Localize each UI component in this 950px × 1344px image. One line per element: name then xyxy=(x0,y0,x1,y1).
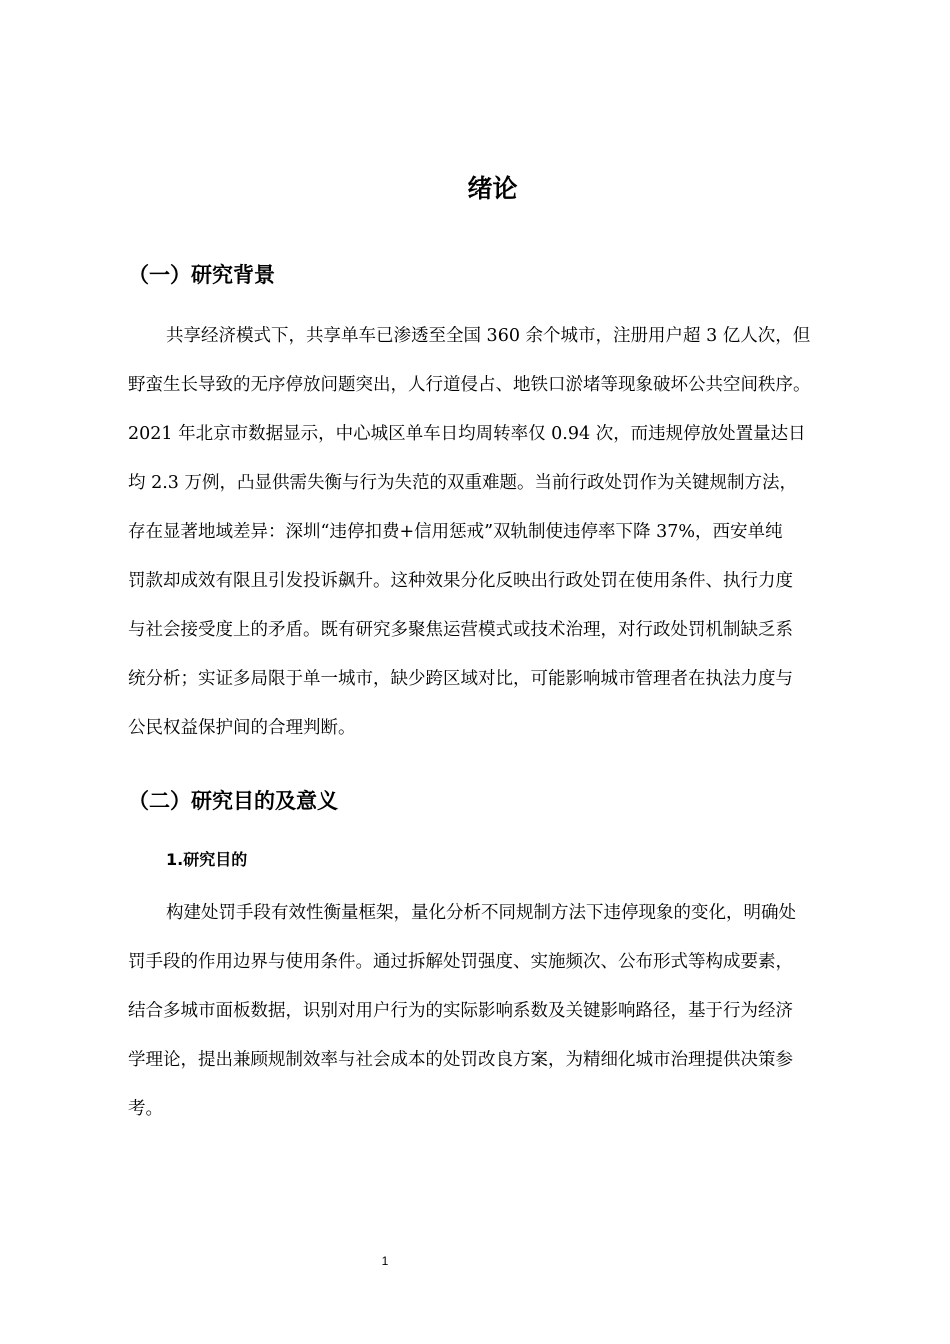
section-heading-purpose-significance: （二）研究目的及意义 xyxy=(128,789,338,813)
paragraph-line: 罚款却成效有限且引发投诉飙升。这种效果分化反映出行政处罚在使用条件、执行力度 xyxy=(128,571,793,591)
subsection-heading-purpose: 1.研究目的 xyxy=(166,850,248,869)
paragraph-line: 存在显著地域差异：深圳“违停扣费+信用惩戒”双轨制使违停率下降 37%，西安单纯 xyxy=(128,522,783,542)
paragraph-line: 统分析；实证多局限于单一城市，缺少跨区域对比，可能影响城市管理者在执法力度与 xyxy=(128,669,793,689)
chapter-title: 绪论 xyxy=(467,174,518,203)
paragraph-line: 学理论，提出兼顾规制效率与社会成本的处罚改良方案，为精细化城市治理提供决策参 xyxy=(128,1050,793,1070)
paragraph-line: 结合多城市面板数据，识别对用户行为的实际影响系数及关键影响路径，基于行为经济 xyxy=(128,1001,793,1021)
paragraph-line: 构建处罚手段有效性衡量框架，量化分析不同规制方法下违停现象的变化，明确处 xyxy=(166,903,796,923)
paragraph-line: 罚手段的作用边界与使用条件。通过拆解处罚强度、实施频次、公布形式等构成要素， xyxy=(128,952,793,972)
paragraph-line: 考。 xyxy=(128,1099,163,1119)
section-heading-background: （一）研究背景 xyxy=(128,263,275,287)
paragraph-line: 公民权益保护间的合理判断。 xyxy=(128,718,356,738)
page-number: 1 xyxy=(381,1254,389,1268)
paragraph-line: 均 2.3 万例，凸显供需失衡与行为失范的双重难题。当前行政处罚作为关键规制方法， xyxy=(128,473,797,493)
paragraph-line: 野蛮生长导致的无序停放问题突出，人行道侵占、地铁口淤堵等现象破坏公共空间秩序。 xyxy=(128,375,811,395)
paragraph-line: 共享经济模式下，共享单车已渗透至全国 360 余个城市，注册用户超 3 亿人次，但 xyxy=(166,326,811,346)
paragraph-line: 2021 年北京市数据显示，中心城区单车日均周转率仅 0.94 次，而违规停放处置量达日 xyxy=(128,424,806,444)
paragraph-line: 与社会接受度上的矛盾。既有研究多聚焦运营模式或技术治理，对行政处罚机制缺乏系 xyxy=(128,620,793,640)
